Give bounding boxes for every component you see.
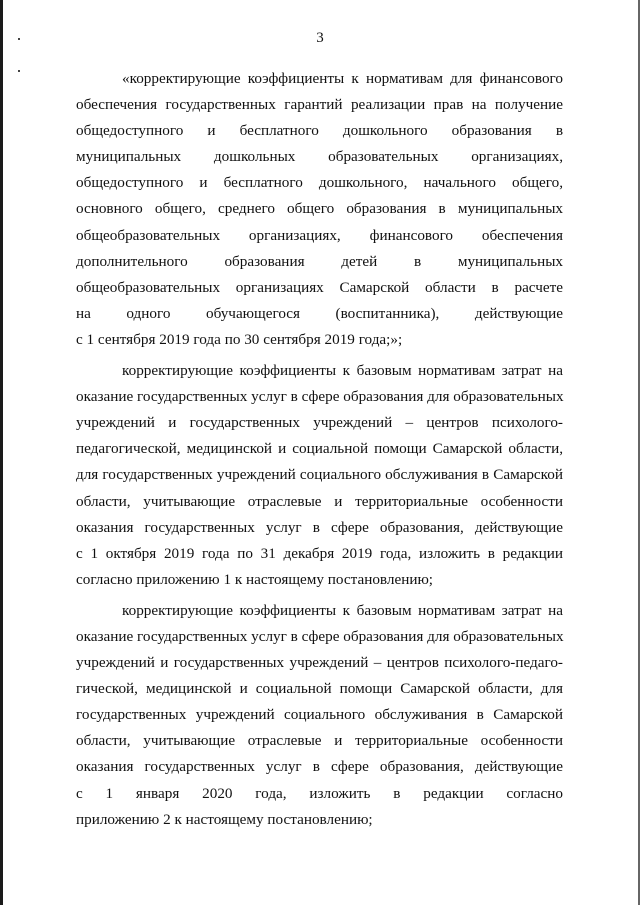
text-line: обеспечения государственных гарантий реализации прав на получение bbox=[76, 96, 563, 114]
text-line: с 1 октября 2019 года по 31 декабря 2019 года, изложить в редакции bbox=[76, 544, 563, 562]
text-line: общедоступного и бесплатного дошкольного образования в bbox=[76, 122, 563, 140]
text-line: с 1 января 2020 года, изложить в редакции согласно bbox=[76, 784, 563, 802]
page-number: 3 bbox=[316, 30, 324, 46]
text-line: согласно приложению 1 к настоящему постановлению; bbox=[76, 570, 434, 588]
paragraph-1 bbox=[76, 66, 563, 353]
text-line: дополнительного образования детей в муниципальных bbox=[76, 252, 563, 270]
paragraph-2 bbox=[76, 358, 563, 593]
text-line: области, учитывающие отраслевые и территориальные особенности bbox=[76, 492, 563, 510]
text-line: общеобразовательных организациях Самарской области в расчете bbox=[76, 278, 563, 296]
scan-speck bbox=[18, 70, 20, 72]
text-line: корректирующие коэффициенты к базовым нормативам затрат на bbox=[122, 601, 563, 619]
text-line: приложению 2 к настоящему постановлению; bbox=[76, 810, 373, 828]
text-line: педагогической, медицинской и социальной помощи Самарской области, bbox=[76, 440, 563, 458]
text-line: государственных учреждений социального обслуживания в Самарской bbox=[76, 706, 563, 724]
text-line: оказание государственных услуг в сфере образования для образовательных bbox=[76, 627, 564, 645]
paragraph-3 bbox=[76, 598, 563, 833]
text-line: общеобразовательных организациях, финансового обеспечения bbox=[76, 226, 563, 244]
text-line: общедоступного и бесплатного дошкольного, начального общего, bbox=[76, 174, 563, 192]
text-line: основного общего, среднего общего образования в муниципальных bbox=[76, 200, 563, 218]
text-line: оказание государственных услуг в сфере образования для образовательных bbox=[76, 388, 564, 406]
text-line: оказания государственных услуг в сфере образования, действующие bbox=[76, 518, 563, 536]
text-line: учреждений и государственных учреждений – центров психолого-педаго- bbox=[76, 654, 563, 672]
document-body bbox=[76, 66, 563, 833]
text-line: для государственных учреждений социального обслуживания в Самарской bbox=[76, 466, 563, 484]
text-line: на одного обучающегося (воспитанника), действующие bbox=[76, 304, 563, 322]
text-line: гической, медицинской и социальной помощи Самарской области, для bbox=[76, 680, 563, 698]
text-line: учреждений и государственных учреждений – центров психолого- bbox=[76, 414, 563, 432]
scan-border-left bbox=[0, 0, 3, 905]
text-line: области, учитывающие отраслевые и территориальные особенности bbox=[76, 732, 563, 750]
text-line: оказания государственных услуг в сфере образования, действующие bbox=[76, 758, 563, 776]
text-line: с 1 сентября 2019 года по 30 сентября 2019 года;»; bbox=[76, 330, 403, 348]
text-line: «корректирующие коэффициенты к нормативам для финансового bbox=[122, 70, 563, 87]
text-line: корректирующие коэффициенты к базовым нормативам затрат на bbox=[122, 362, 563, 380]
text-line: муниципальных дошкольных образовательных организациях, bbox=[76, 148, 563, 166]
